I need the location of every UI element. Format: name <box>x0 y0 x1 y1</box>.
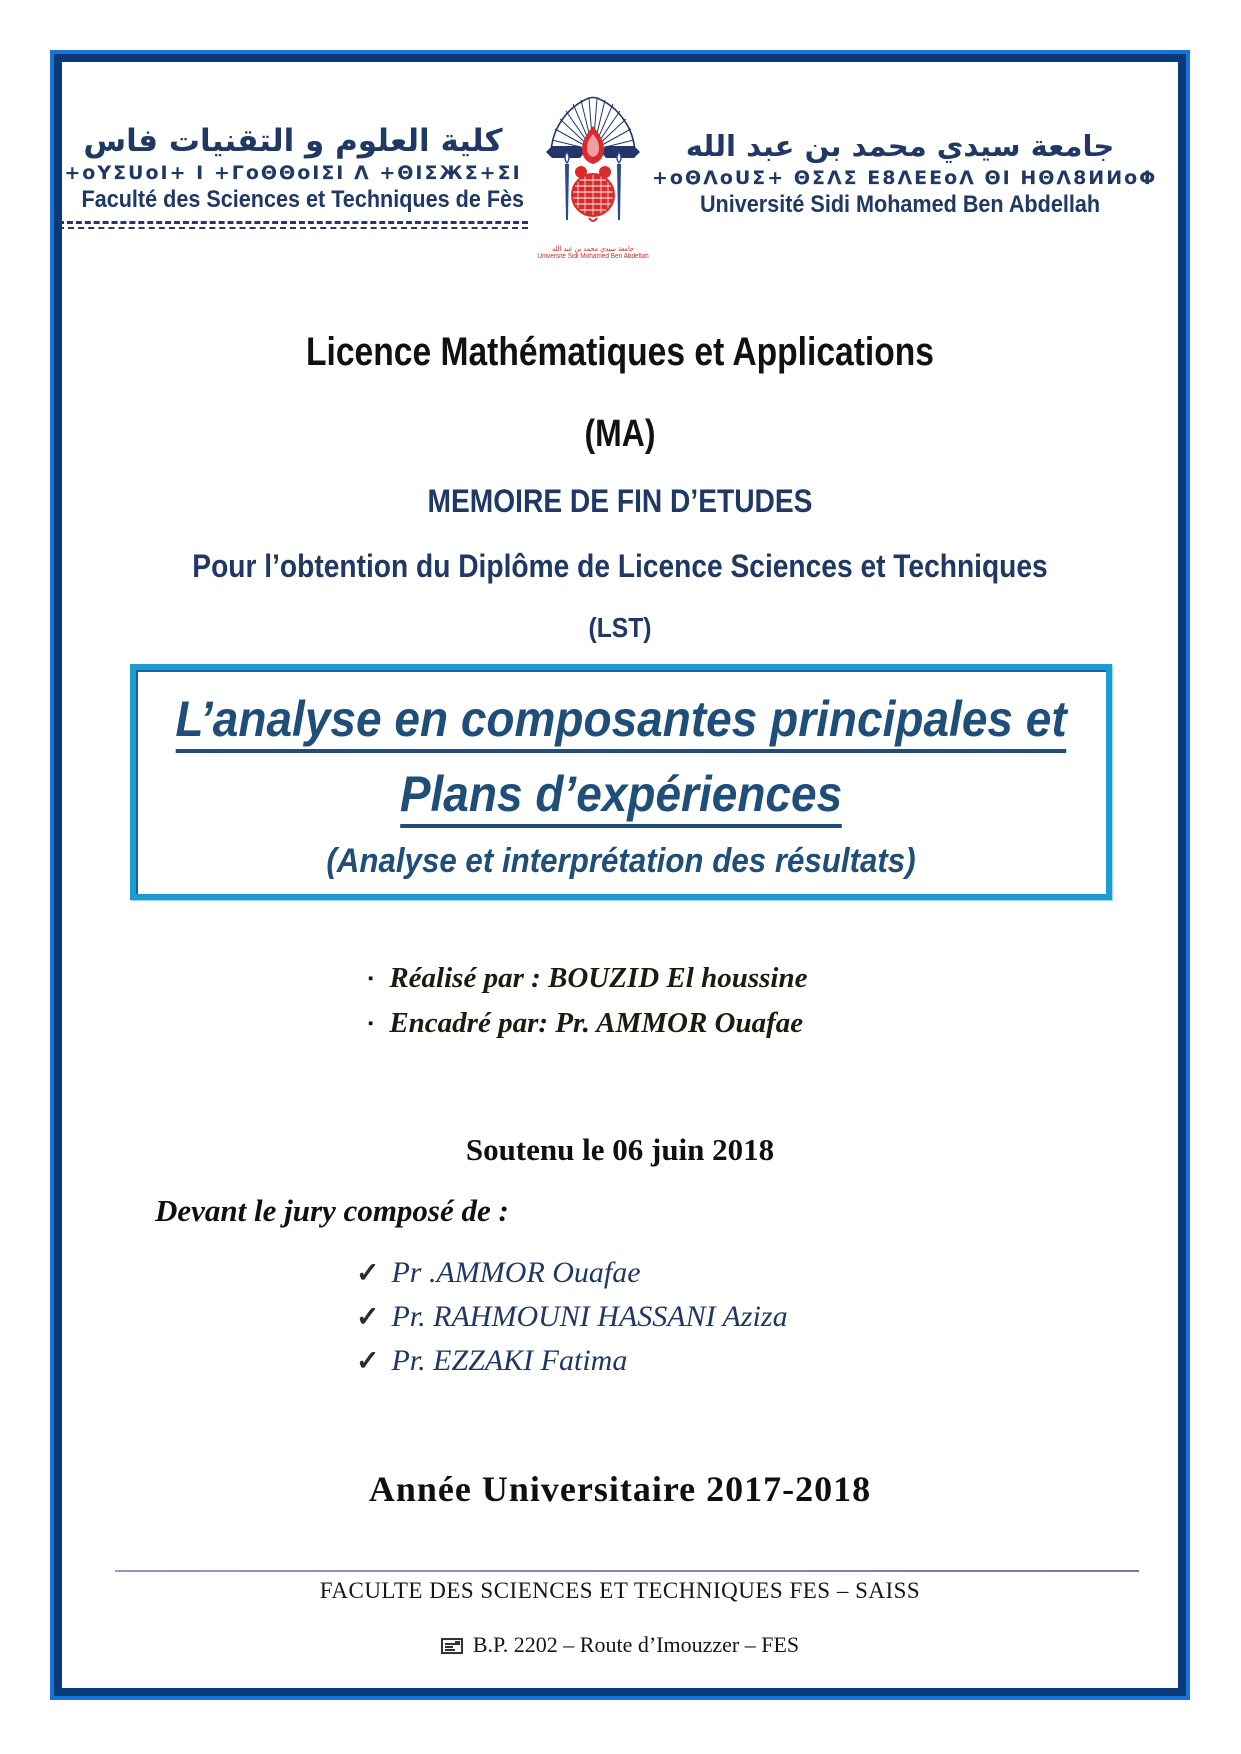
jury-member-name: Pr. EZZAKI Fatima <box>391 1344 628 1377</box>
thesis-title-box <box>130 664 1112 900</box>
faculty-header-block <box>58 124 528 229</box>
check-icon: ✓ <box>356 1258 380 1289</box>
jury-member <box>356 1300 788 1344</box>
academic-year-line: Année Universitaire 2017-2018 <box>368 1469 872 1509</box>
faculty-dashed-rule <box>58 221 528 224</box>
degree-abbr: (LST) <box>588 612 652 643</box>
memoire-heading: MEMOIRE DE FIN D’ETUDES <box>427 483 813 519</box>
university-arabic-title: جامعة سيدي محمد بن عبد الله <box>685 129 1115 163</box>
logo-ornament-icon <box>572 126 614 221</box>
defense-date-line: Soutenu le 06 juin 2018 <box>465 1132 775 1167</box>
credit-item-encadre <box>368 1007 807 1052</box>
credits-list <box>368 962 807 1052</box>
university-logo <box>528 90 658 261</box>
credit-text: Encadré par: Pr. AMMOR Ouafae <box>389 1007 804 1039</box>
mailbox-icon <box>441 1638 463 1654</box>
faculty-arabic-title: كلية العلوم و التقنيات فاس <box>83 123 503 159</box>
faculty-dashed-rule-2 <box>58 227 528 229</box>
footer-faculty-line: FACULTE DES SCIENCES ET TECHNIQUES FES – SAISS <box>319 1578 921 1603</box>
jury-member <box>356 1256 788 1300</box>
program-abbr: (MA) <box>584 413 656 455</box>
thesis-title-line1: L’analyse en composantes principales et <box>175 686 1067 753</box>
university-header-block <box>652 129 1158 219</box>
university-logo-icon <box>538 90 648 240</box>
university-latin-title: Université Sidi Mohamed Ben Abdellah <box>699 191 1101 218</box>
faculty-tifinagh-title: +oYΣUoI+ I +ΓoΘΘoIΣI Λ +ΘIΣЖΣ+ΣI <box>64 162 522 184</box>
check-icon: ✓ <box>356 1302 380 1333</box>
square-bullet-icon: ▪ <box>368 1016 374 1032</box>
faculty-latin-title: Faculté des Sciences et Techniques de Fès <box>81 186 525 213</box>
check-icon: ✓ <box>356 1346 380 1377</box>
logo-caption-arabic: جامعة سيدي محمد بن عبد الله <box>552 245 634 253</box>
jury-member <box>356 1344 788 1388</box>
footer-divider <box>115 1570 1139 1572</box>
square-bullet-icon: ▪ <box>368 971 374 987</box>
footer-address-line <box>65 1632 1175 1658</box>
jury-intro: Devant le jury composé de : <box>155 1193 509 1228</box>
university-tifinagh-title: +oΘΛoUΣ+ ΘΣΛΣ Ε8ΛΕΕoΛ ΘΙ ΗΘΛ8ИИoΦ <box>652 167 1158 189</box>
jury-member-name: Pr .AMMOR Ouafae <box>391 1256 641 1289</box>
credit-text: Réalisé par : BOUZID El houssine <box>389 962 808 994</box>
program-title: Licence Mathématiques et Applications <box>306 330 934 374</box>
thesis-subtitle: (Analyse et interprétation des résultats) <box>326 842 916 880</box>
jury-list <box>356 1256 788 1388</box>
purpose-line: Pour l’obtention du Diplôme de Licence Sciences et Techniques <box>192 548 1048 584</box>
logo-caption-latin: Université Sidi Mohamed Ben Abdellah <box>537 253 649 260</box>
credit-item-realise <box>368 962 807 1007</box>
footer-address-text: B.P. 2202 – Route d’Imouzzer – FES <box>472 1632 800 1657</box>
thesis-title-line2: Plans d’expériences <box>175 761 1067 828</box>
jury-member-name: Pr. RAHMOUNI HASSANI Aziza <box>391 1300 788 1333</box>
